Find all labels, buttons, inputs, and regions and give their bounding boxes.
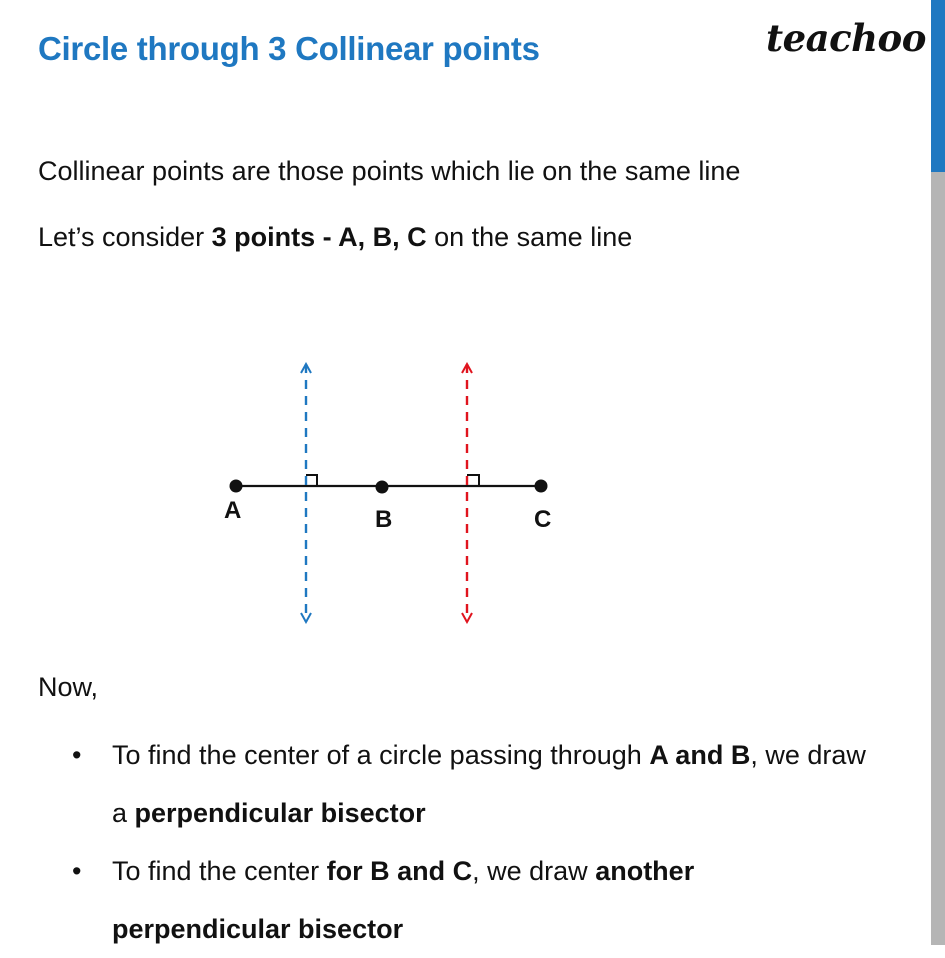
now-label: Now, (38, 672, 99, 702)
point-a (230, 480, 243, 493)
bullet-dot: • (72, 856, 82, 886)
right-angle-mark-ab (306, 475, 317, 486)
point-b (376, 481, 389, 494)
page-title: Circle through 3 Collinear points (38, 30, 540, 67)
collinear-definition: Collinear points are those points which lie on the same line (38, 156, 741, 186)
label-b: B (375, 506, 393, 533)
label-a: A (224, 497, 242, 524)
teachoo-logo: teachoo (766, 16, 926, 60)
right-angle-mark-bc (467, 475, 479, 486)
bullet-dot: • (72, 740, 82, 770)
bullet-list (72, 726, 872, 958)
consider-points-text: Let’s consider 3 points - A, B, C on the same line (38, 222, 633, 252)
list-item: • To find the center of a circle passing through A and B, we draw a perpendicular bisector (72, 726, 872, 842)
point-c (535, 480, 548, 493)
list-item: • To find the center for B and C, we draw another perpendicular bisector (72, 842, 872, 958)
label-c: C (534, 506, 552, 533)
